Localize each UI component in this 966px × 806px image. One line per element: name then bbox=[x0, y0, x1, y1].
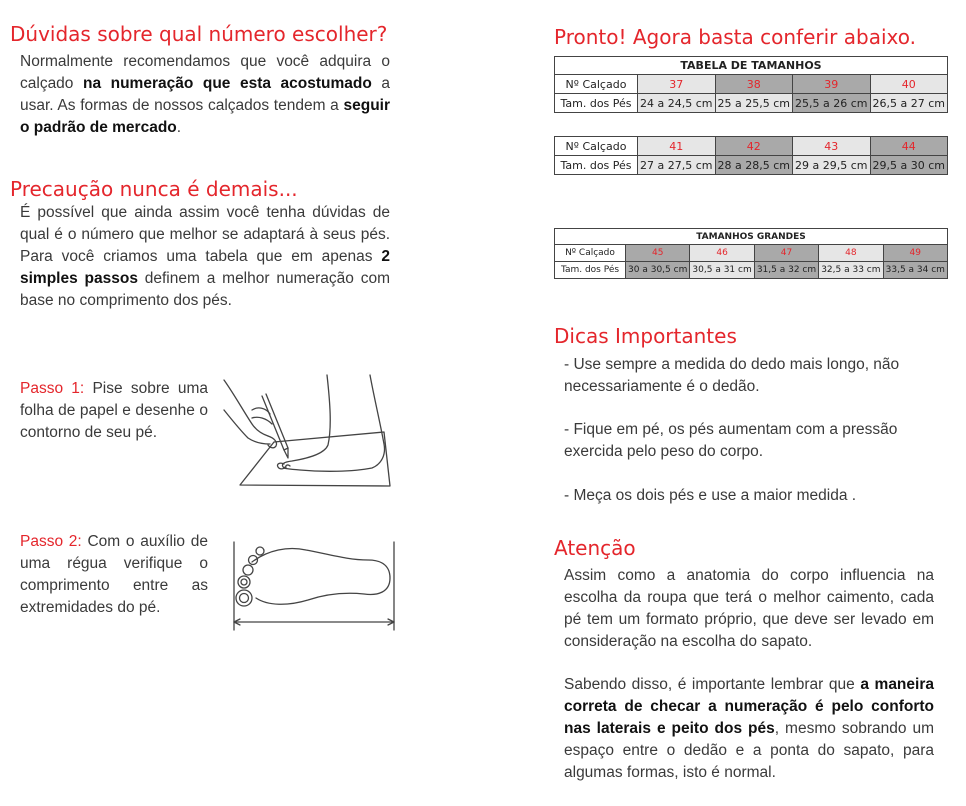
duvidas-paragraph: Normalmente recomendamos que você adquira o calçado na numeração que esta acostumado a usar. As formas de nossos calçados tendem a seguir o padrão de mercado. bbox=[20, 53, 391, 136]
size-47: 47 bbox=[754, 245, 818, 262]
size-49: 49 bbox=[883, 245, 947, 262]
size-38: 38 bbox=[715, 75, 793, 94]
foot-length-46: 30,5 a 31 cm bbox=[690, 262, 754, 279]
size-39: 39 bbox=[793, 75, 871, 94]
size-42: 42 bbox=[715, 137, 793, 156]
foot-length-38: 25 a 25,5 cm bbox=[715, 94, 793, 113]
foot-length-44: 29,5 a 30 cm bbox=[870, 156, 948, 175]
dica-3: - Meça os dois pés e use a maior medida . bbox=[564, 487, 857, 504]
size-44: 44 bbox=[870, 137, 948, 156]
label-numero: Nº Calçado bbox=[555, 245, 626, 262]
size-table-1 bbox=[554, 56, 948, 113]
large-size-table bbox=[554, 228, 948, 279]
size-40: 40 bbox=[870, 75, 948, 94]
size-43: 43 bbox=[793, 137, 871, 156]
size-46: 46 bbox=[690, 245, 754, 262]
foot-length-45: 30 a 30,5 cm bbox=[626, 262, 690, 279]
foot-length-48: 32,5 a 33 cm bbox=[819, 262, 883, 279]
atencao-heading: Atenção bbox=[554, 536, 636, 560]
label-pes: Tam. dos Pés bbox=[555, 262, 626, 279]
dica-1: - Use sempre a medida do dedo mais longo, não necessariamente é o dedão. bbox=[564, 356, 900, 395]
precaucao-paragraph: É possível que ainda assim você tenha dúvidas de qual é o número que melhor se adaptará à seus pés. Para você criamos uma tabela que em apenas 2 simples passos definem a melhor numeração com base no comprimento dos pés. bbox=[20, 204, 390, 309]
size-41: 41 bbox=[638, 137, 716, 156]
label-numero: Nº Calçado bbox=[555, 75, 638, 94]
foot-length-49: 33,5 a 34 cm bbox=[883, 262, 947, 279]
label-pes: Tam. dos Pés bbox=[555, 156, 638, 175]
foot-length-37: 24 a 24,5 cm bbox=[638, 94, 716, 113]
size-table-title: TABELA DE TAMANHOS bbox=[555, 57, 948, 75]
dica-2: - Fique em pé, os pés aumentam com a pressão exercida pelo peso do corpo. bbox=[564, 421, 898, 460]
dicas-heading: Dicas Importantes bbox=[554, 324, 737, 348]
foot-length-47: 31,5 a 32 cm bbox=[754, 262, 818, 279]
passo2-text: Passo 2: Com o auxílio de uma régua verifique o comprimento entre as extremidades do pé. bbox=[20, 533, 209, 616]
step1-foot-drawing-illustration bbox=[222, 372, 398, 494]
large-size-table-title: TAMANHOS GRANDES bbox=[555, 229, 948, 245]
foot-length-41: 27 a 27,5 cm bbox=[638, 156, 716, 175]
pronto-heading: Pronto! Agora basta conferir abaixo. bbox=[554, 25, 916, 49]
foot-length-40: 26,5 a 27 cm bbox=[870, 94, 948, 113]
atencao-paragraph-2: Sabendo disso, é importante lembrar que a maneira correta de checar a numeração é pelo conforto nas laterais e peito dos pés, mesmo sobrando um espaço entre o dedão e a ponta do sapato, para algumas formas, isto é normal. bbox=[564, 676, 934, 781]
size-45: 45 bbox=[626, 245, 690, 262]
duvidas-heading: Dúvidas sobre qual número escolher? bbox=[10, 22, 388, 46]
step2-foot-measure-illustration bbox=[228, 540, 400, 632]
atencao-paragraph-1: Assim como a anatomia do corpo influencia na escolha da roupa que terá o melhor caimento, cada pé tem um formato próprio, que deve ser levado em consideração na escolha do sapato. bbox=[564, 567, 934, 650]
precaucao-heading: Precaução nunca é demais... bbox=[10, 177, 298, 201]
foot-length-39: 25,5 a 26 cm bbox=[793, 94, 871, 113]
foot-length-42: 28 a 28,5 cm bbox=[715, 156, 793, 175]
passo1-text: Passo 1: Pise sobre uma folha de papel e desenhe o contorno de seu pé. bbox=[20, 380, 208, 441]
label-pes: Tam. dos Pés bbox=[555, 94, 638, 113]
size-table-2 bbox=[554, 136, 948, 175]
label-numero: Nº Calçado bbox=[555, 137, 638, 156]
foot-length-43: 29 a 29,5 cm bbox=[793, 156, 871, 175]
size-37: 37 bbox=[638, 75, 716, 94]
size-48: 48 bbox=[819, 245, 883, 262]
